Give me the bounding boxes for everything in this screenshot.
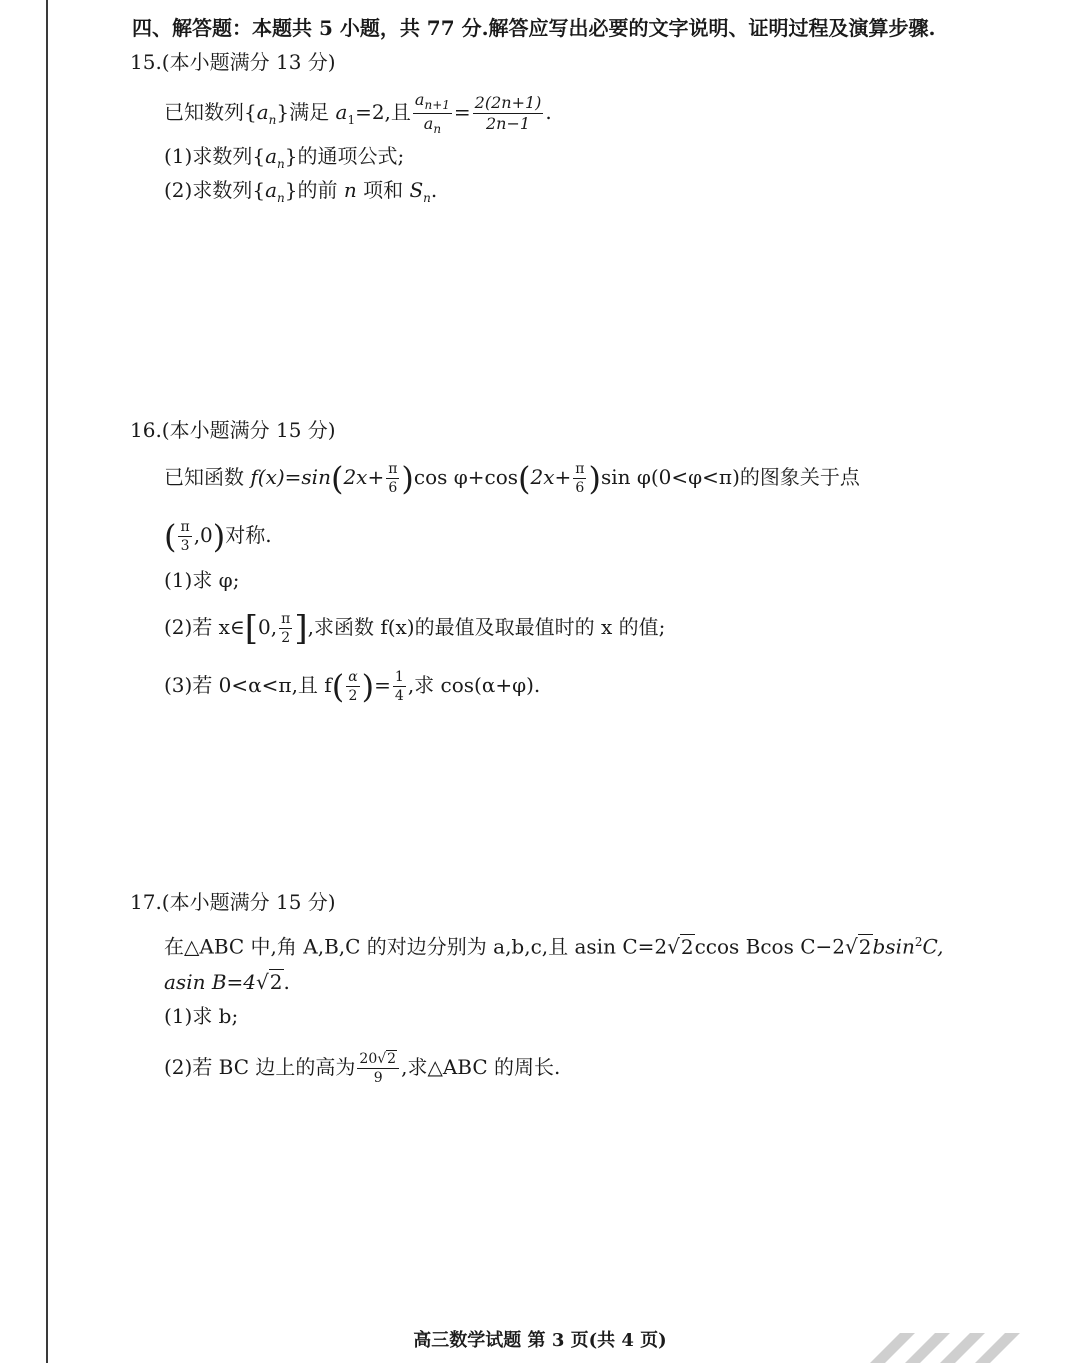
q16-pi-over-6-a: $\frac{\pi}{6}$ (388, 461, 398, 496)
q16-pi-over-2: $\frac{\pi}{2}$ (281, 611, 291, 646)
q17-height-fraction: $\frac{20√2}{9}$ (357, 1052, 399, 1085)
q15-a1-sub: 1 (347, 113, 356, 128)
page-footer: 高三数学试题 第 3 页(共 4 页) (413, 1330, 667, 1351)
q15-stem: 已知数列$\{a_n\}$满足 $a_1=2$,且 $\frac{a_{n+1}}{a_n}$ = $\frac{2(2n+1)}{2n-1}$ . (164, 90, 552, 137)
q15-heading: 15.(本小题满分 13 分) (130, 50, 336, 74)
q16-part3: (3)若 0<α<π,且 f( $\frac{\alpha}{2}$ )= $\frac{1}{4}$ ,求 cos(α+φ). (164, 667, 541, 706)
q16-pi-over-3: $\frac{\pi}{3}$ (180, 519, 190, 554)
q16-alpha-over-2: $\frac{\alpha}{2}$ (348, 669, 358, 704)
stripe-4 (975, 1333, 1020, 1363)
stripe-2 (905, 1333, 950, 1363)
q15-seq-a: a (256, 100, 269, 125)
q16-stem-line2: ( $\frac{\pi}{3}$ ,0)对称. (164, 517, 272, 556)
stripe-3 (940, 1333, 985, 1363)
q16-stem-line1: 已知函数 f(x)=sin(2x+ $\frac{\pi}{6}$ )cos φ+cos(2x+ $\frac{\pi}{6}$ )sin φ(0<φ<π)的图象关于点 (164, 459, 860, 498)
q15-part2: (2)求数列$\{a_n\}$的前 n 项和 $S_n$. (164, 178, 438, 205)
q16-heading: 16.(本小题满分 15 分) (130, 418, 336, 442)
binding-margin-line (46, 0, 48, 1363)
corner-stripes-decoration (860, 1330, 1060, 1363)
q15-stem-text-b: }满足 (276, 100, 336, 125)
q16-part1: (1)求 φ; (164, 568, 240, 592)
q15-stem-text-a: 已知数列{ (164, 100, 257, 125)
q16-one-over-4: $\frac{1}{4}$ (394, 669, 404, 704)
q16-part2: (2)若 x∈[0, $\frac{\pi}{2}$ ],求函数 f(x)的最值及取最值时的 x 的值; (164, 608, 666, 649)
q17-heading: 17.(本小题满分 15 分) (130, 890, 336, 914)
q15-rhs-fraction: $\frac{2(2n+1)}{2n-1}$ (474, 93, 542, 134)
q17-stem-line1: 在△ABC 中,角 A,B,C 的对边分别为 a,b,c,且 asin C=2√2ccos Bcos C−2√2bsin$^2$C, (164, 934, 944, 959)
q17-part2: (2)若 BC 边上的高为 $\frac{20√2}{9}$ ,求△ABC 的周长. (164, 1051, 561, 1086)
q15-stem-text-c: =2,且 (355, 100, 411, 125)
section-title: 四、解答题：本题共 5 小题，共 77 分.解答应写出必要的文字说明、证明过程及演算步骤. (132, 16, 936, 40)
stripe-1 (870, 1333, 915, 1363)
q17-part1: (1)求 b; (164, 1004, 239, 1028)
q15-seq-sub: n (268, 113, 277, 128)
q15-part1: (1)求数列$\{a_n\}$的通项公式; (164, 144, 405, 171)
q15-ratio-fraction: $\frac{a_{n+1}}{a_n}$ (414, 90, 450, 137)
q17-stem-line2: asin B=4√2. (164, 970, 290, 994)
q15-a1: a (335, 100, 348, 125)
q16-pi-over-6-b: $\frac{\pi}{6}$ (575, 461, 585, 496)
